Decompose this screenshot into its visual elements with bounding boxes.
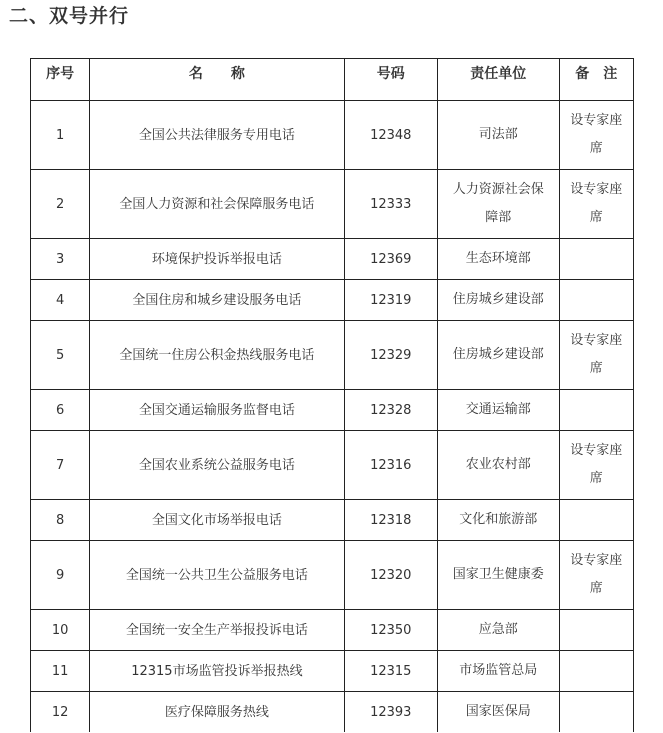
table-row (31, 651, 634, 692)
row-index: 11 (31, 651, 90, 692)
row-remark (559, 390, 633, 431)
table-row (31, 101, 634, 170)
row-remark: 设专家座席 (559, 541, 633, 610)
row-index: 12 (31, 692, 90, 733)
table-row (31, 692, 634, 733)
row-unit: 生态环境部 (437, 239, 559, 280)
row-number: 12316 (344, 431, 437, 500)
row-index: 6 (31, 390, 90, 431)
row-index: 10 (31, 610, 90, 651)
row-remark: 设专家座席 (559, 321, 633, 390)
hotline-table (30, 58, 634, 732)
row-name: 全国人力资源和社会保障服务电话 (90, 170, 344, 239)
row-name: 全国统一安全生产举报投诉电话 (90, 610, 344, 651)
row-index: 3 (31, 239, 90, 280)
table-row (31, 500, 634, 541)
row-number: 12319 (344, 280, 437, 321)
table-row (31, 280, 634, 321)
row-remark: 设专家座席 (559, 170, 633, 239)
row-number: 12329 (344, 321, 437, 390)
row-index: 2 (31, 170, 90, 239)
row-number: 12315 (344, 651, 437, 692)
row-remark: 设专家座席 (559, 101, 633, 170)
row-unit: 国家卫生健康委 (437, 541, 559, 610)
header-unit: 责任单位 (437, 59, 559, 101)
row-number: 12350 (344, 610, 437, 651)
table-row (31, 390, 634, 431)
row-name: 12315市场监管投诉举报热线 (90, 651, 344, 692)
row-name: 全国文化市场举报电话 (90, 500, 344, 541)
row-name: 全国住房和城乡建设服务电话 (90, 280, 344, 321)
header-name: 名 称 (90, 59, 344, 101)
row-unit: 农业农村部 (437, 431, 559, 500)
row-index: 8 (31, 500, 90, 541)
row-unit: 交通运输部 (437, 390, 559, 431)
row-remark (559, 500, 633, 541)
table-row (31, 541, 634, 610)
table-row (31, 610, 634, 651)
row-number: 12320 (344, 541, 437, 610)
row-number: 12369 (344, 239, 437, 280)
row-number: 12333 (344, 170, 437, 239)
row-name: 全国交通运输服务监督电话 (90, 390, 344, 431)
row-unit: 国家医保局 (437, 692, 559, 733)
row-index: 4 (31, 280, 90, 321)
row-remark (559, 610, 633, 651)
row-remark (559, 651, 633, 692)
row-name: 环境保护投诉举报电话 (90, 239, 344, 280)
row-name: 全国统一住房公积金热线服务电话 (90, 321, 344, 390)
row-unit: 应急部 (437, 610, 559, 651)
row-unit: 市场监管总局 (437, 651, 559, 692)
header-remark: 备 注 (559, 59, 633, 101)
row-index: 9 (31, 541, 90, 610)
row-number: 12318 (344, 500, 437, 541)
row-number: 12328 (344, 390, 437, 431)
row-unit: 司法部 (437, 101, 559, 170)
header-index: 序号 (31, 59, 90, 101)
table-row (31, 321, 634, 390)
table-row (31, 239, 634, 280)
row-name: 医疗保障服务热线 (90, 692, 344, 733)
row-remark (559, 239, 633, 280)
row-remark: 设专家座席 (559, 431, 633, 500)
section-heading: 二、双号并行 (9, 5, 130, 27)
row-index: 7 (31, 431, 90, 500)
table-header-row (31, 59, 634, 101)
table-row (31, 170, 634, 239)
row-unit: 住房城乡建设部 (437, 321, 559, 390)
row-remark (559, 280, 633, 321)
row-remark (559, 692, 633, 733)
row-index: 5 (31, 321, 90, 390)
row-number: 12348 (344, 101, 437, 170)
header-number: 号码 (344, 59, 437, 101)
row-name: 全国公共法律服务专用电话 (90, 101, 344, 170)
row-number: 12393 (344, 692, 437, 733)
table-row (31, 431, 634, 500)
row-unit: 住房城乡建设部 (437, 280, 559, 321)
row-name: 全国农业系统公益服务电话 (90, 431, 344, 500)
row-index: 1 (31, 101, 90, 170)
row-unit: 人力资源社会保障部 (437, 170, 559, 239)
row-name: 全国统一公共卫生公益服务电话 (90, 541, 344, 610)
row-unit: 文化和旅游部 (437, 500, 559, 541)
